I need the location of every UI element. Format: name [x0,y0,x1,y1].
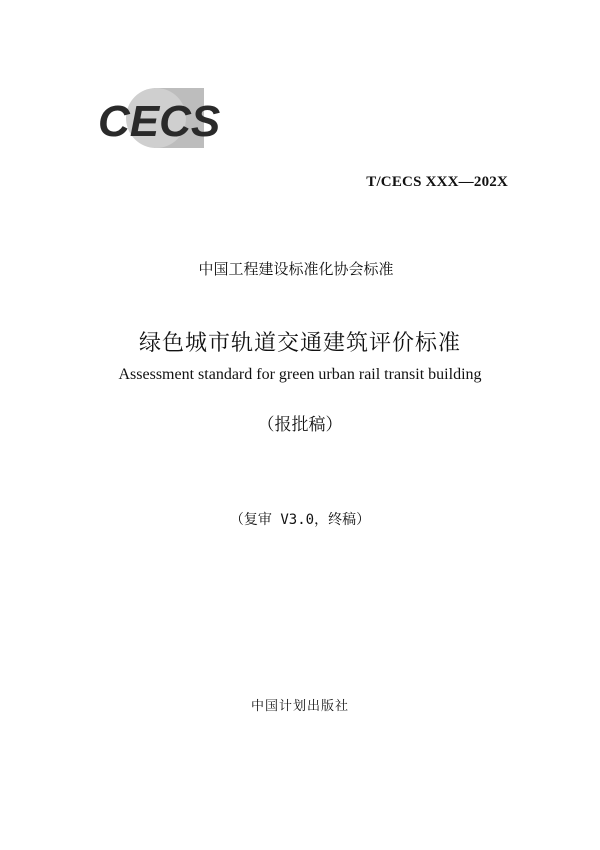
logo-text: CECS [98,97,221,146]
cecs-logo [96,86,221,150]
standard-number: T/CECS XXX—202X [366,174,508,190]
draft-status: （报批稿） [257,415,343,435]
cecs-emblem-icon [96,86,221,150]
title-english: Assessment standard for green urban rail transit building [118,366,482,383]
title-chinese: 绿色城市轨道交通建筑评价标准 [138,331,461,356]
organization-label: 中国工程建设标准化协会标准 [198,260,394,278]
organization-line [0,258,600,279]
review-note: （复审 V3.0，终稿） [229,512,371,528]
publisher-name: 中国计划出版社 [250,699,349,714]
